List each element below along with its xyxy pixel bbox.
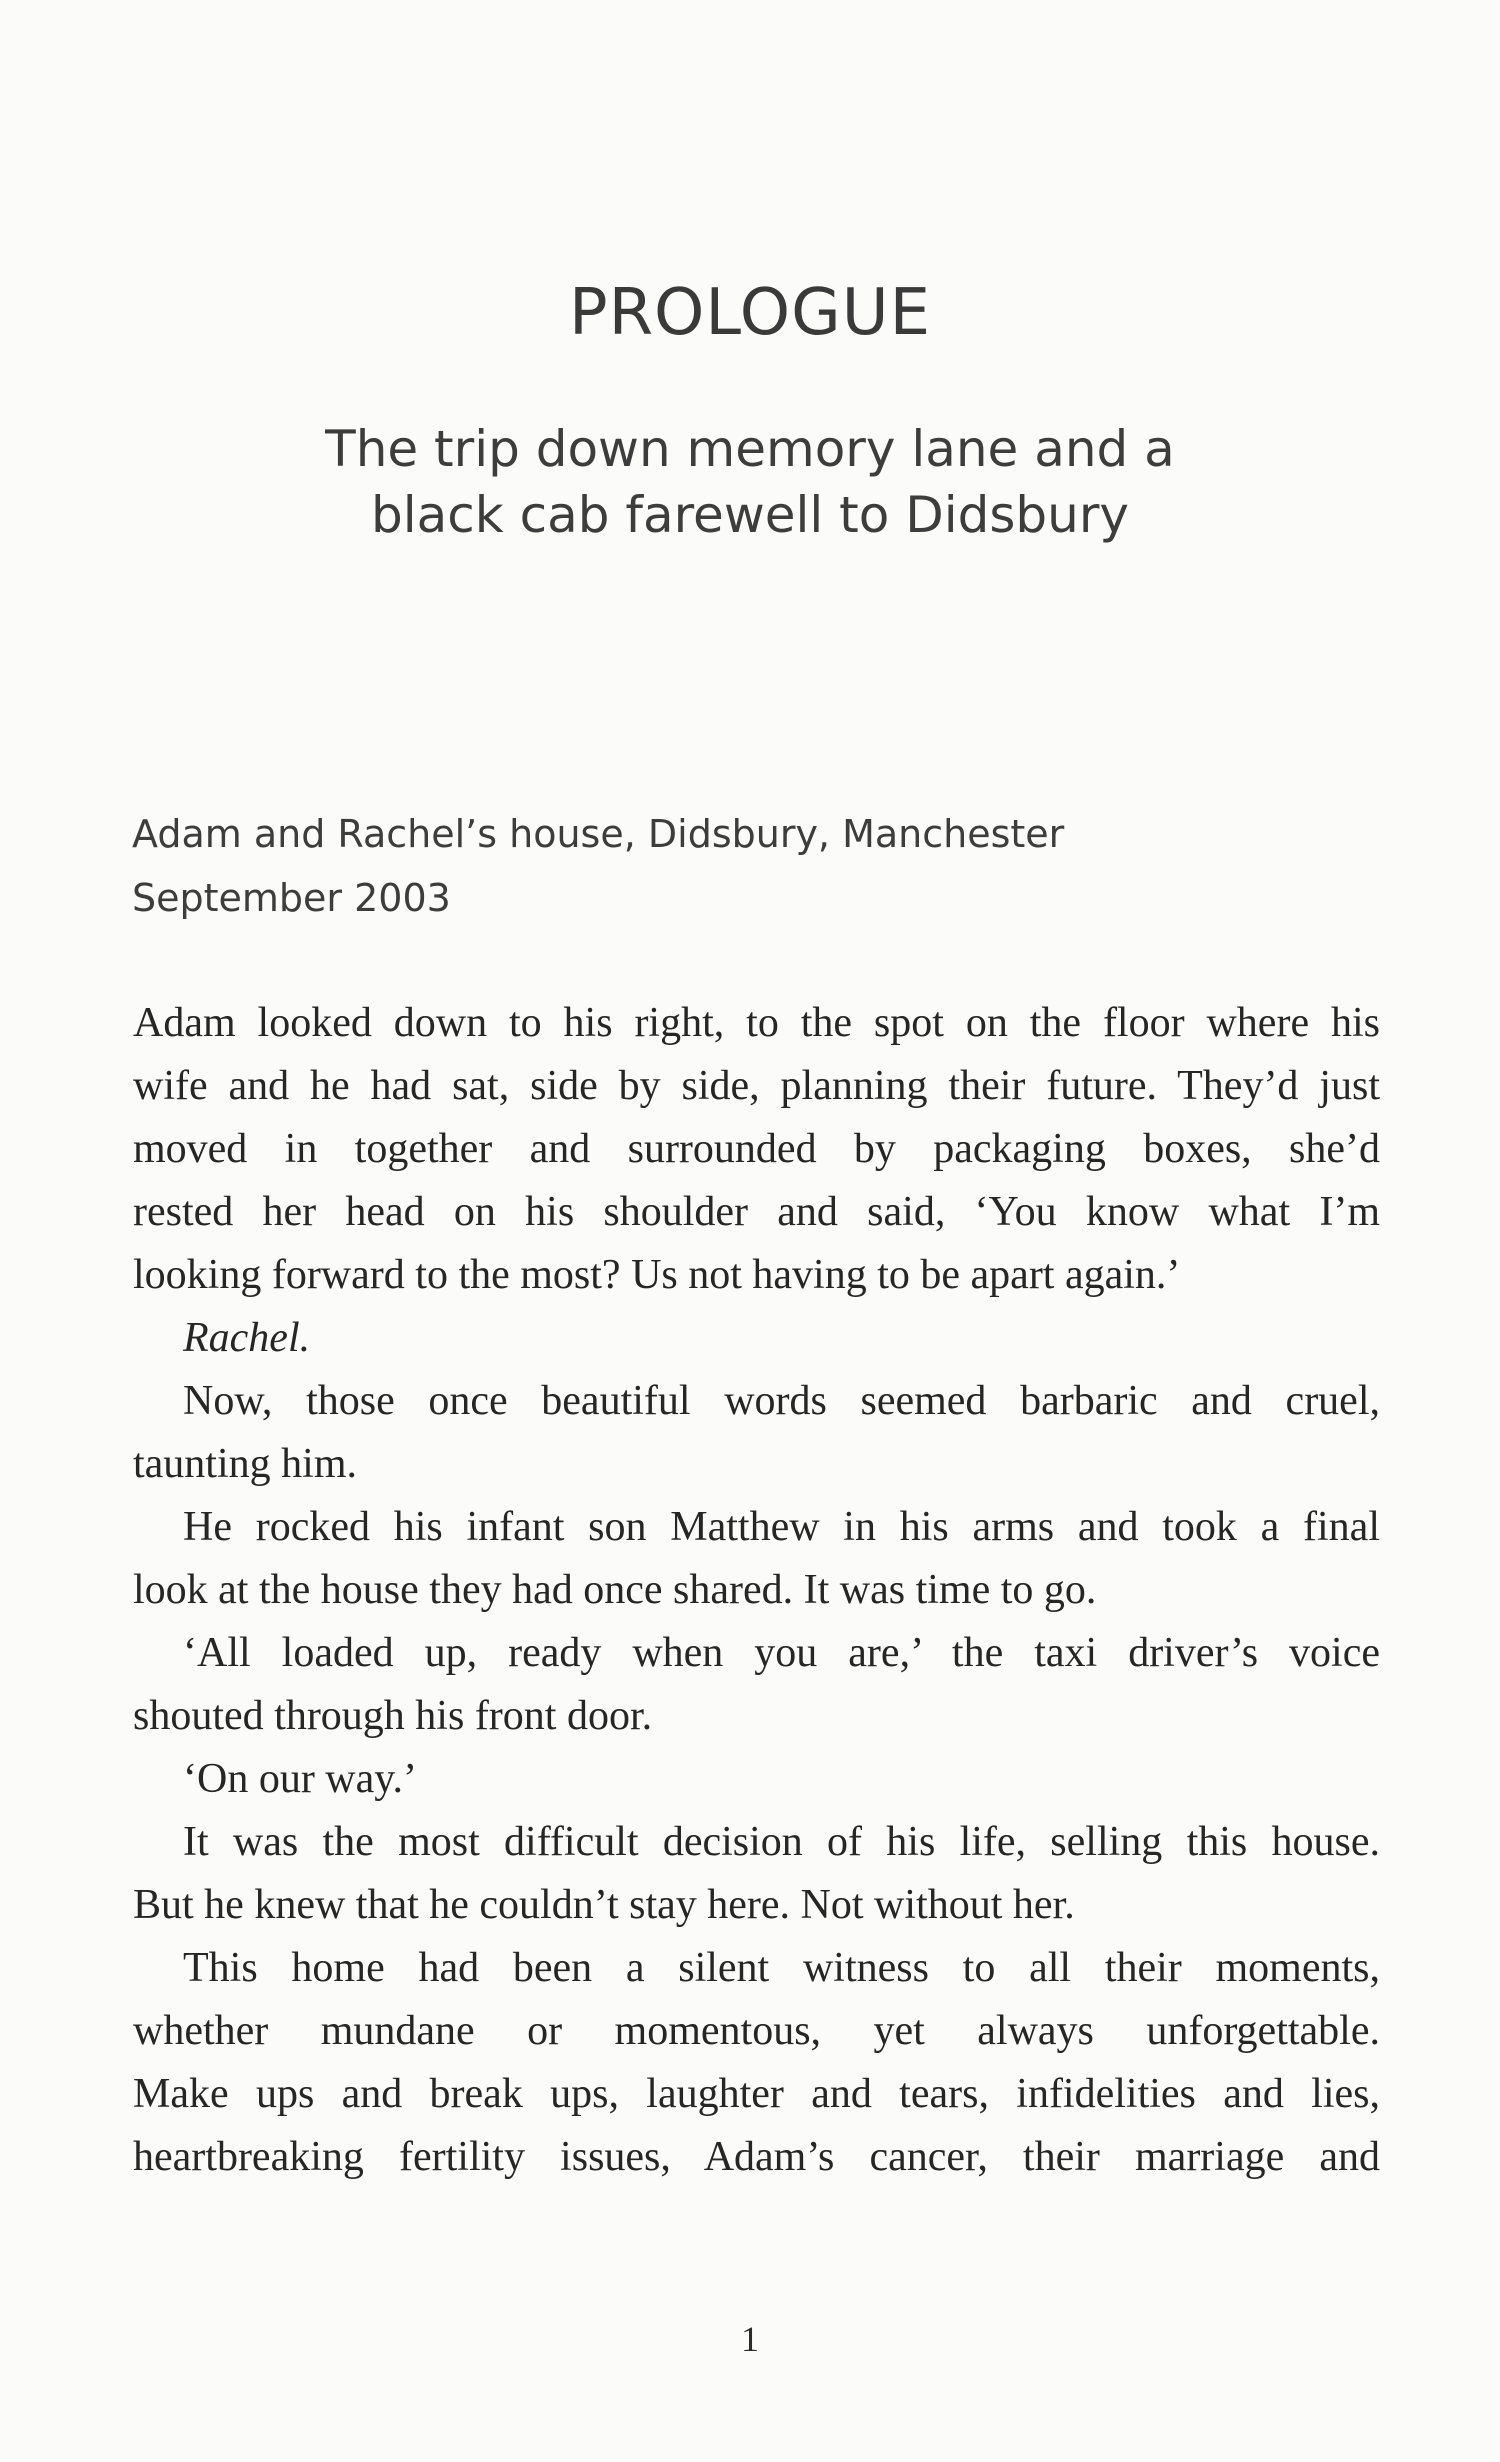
text-line: looking forward to the most? Us not having to be apart again.’ — [133, 1252, 1181, 1298]
chapter-subtitle-line-1: The trip down memory lane and a — [325, 420, 1175, 478]
scene-heading — [132, 802, 1382, 930]
text-line: shouted through his front door. — [133, 1693, 653, 1739]
text-line: It was the most difficult decision of his life, selling this house. — [183, 1819, 1380, 1865]
text-line: This home had been a silent witness to all their moments, — [183, 1945, 1380, 1991]
scene-date: September 2003 — [132, 876, 451, 920]
chapter-subtitle-line-2: black cab farewell to Didsbury — [370, 486, 1129, 544]
text-line: But he knew that he couldn’t stay here. Not without her. — [133, 1882, 1075, 1928]
text-line: rested her head on his shoulder and said, ‘You know what I’m — [133, 1189, 1380, 1235]
scene-location: Adam and Rachel’s house, Didsbury, Manchester — [132, 812, 1065, 856]
chapter-title: PROLOGUE — [568, 276, 932, 350]
text-line: Now, those once beautiful words seemed barbaric and cruel, — [183, 1378, 1380, 1424]
text-line: Make ups and break ups, laughter and tears, infidelities and lies, — [133, 2071, 1380, 2117]
text-line: moved in together and surrounded by packaging boxes, she’d — [133, 1126, 1380, 1172]
body-text — [133, 992, 1380, 2189]
text-line: He rocked his infant son Matthew in his arms and took a final — [183, 1504, 1380, 1550]
text-line: whether mundane or momentous, yet always unforgettable. — [133, 2008, 1380, 2054]
text-line: heartbreaking fertility issues, Adam’s cancer, their marriage and — [133, 2134, 1380, 2180]
text-line: wife and he had sat, side by side, planning their future. They’d just — [133, 1063, 1380, 1109]
text-line: taunting him. — [133, 1441, 357, 1487]
text-line: ‘On our way.’ — [183, 1756, 418, 1802]
page-number: 1 — [741, 2319, 759, 2359]
text-line: look at the house they had once shared. It was time to go. — [133, 1567, 1097, 1613]
chapter-subtitle — [250, 416, 1250, 548]
text-line: Rachel. — [183, 1315, 311, 1361]
text-line: Adam looked down to his right, to the spot on the floor where his — [133, 1000, 1380, 1046]
text-line: ‘All loaded up, ready when you are,’ the taxi driver’s voice — [183, 1630, 1380, 1676]
